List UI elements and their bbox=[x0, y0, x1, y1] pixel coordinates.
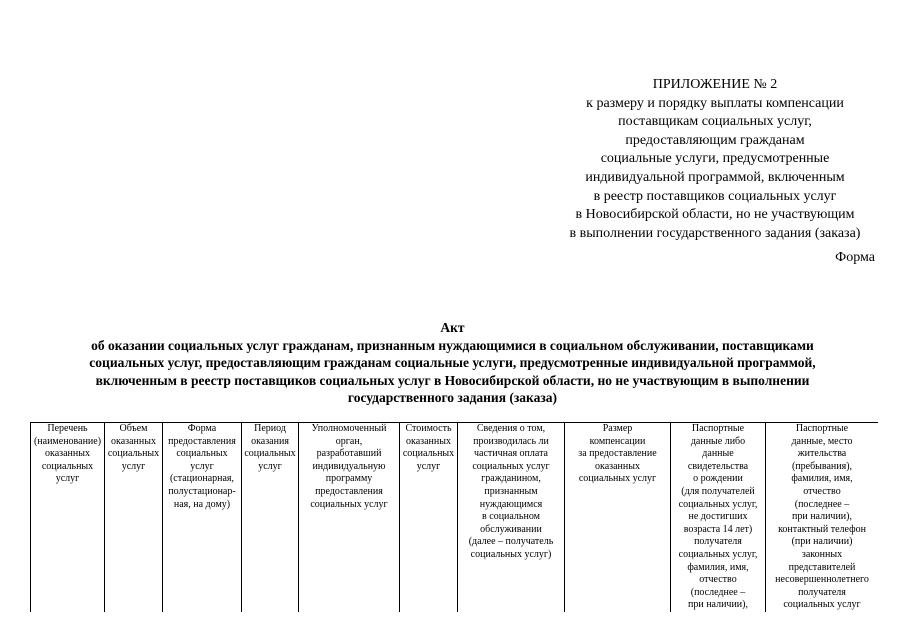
column-header bbox=[400, 423, 458, 613]
act-subtitle-line: об оказании социальных услуг гражданам, признанным нуждающимися в социальном обслуживании, поставщиками bbox=[91, 337, 814, 353]
column-header-line: частичная оплата bbox=[474, 448, 548, 460]
column-header-line: в социальном bbox=[482, 511, 540, 523]
table-header-row bbox=[31, 423, 879, 613]
column-header-line: признанным bbox=[484, 485, 538, 497]
column-header bbox=[565, 423, 671, 613]
appendix-line: ПРИЛОЖЕНИЕ № 2 bbox=[652, 77, 778, 92]
column-header-line: гражданином, bbox=[481, 473, 541, 485]
column-header bbox=[31, 423, 105, 613]
appendix-header bbox=[545, 76, 885, 243]
column-header-line: социальных bbox=[176, 448, 228, 460]
column-header bbox=[105, 423, 163, 613]
column-header-line: (при наличии) bbox=[791, 536, 853, 548]
column-header bbox=[671, 423, 766, 613]
column-header-line: социальных bbox=[402, 448, 455, 460]
column-header-line: жительства bbox=[797, 448, 847, 460]
act-subtitle-line: государственного задания (заказа) bbox=[347, 390, 558, 405]
column-header-line: Перечень bbox=[47, 423, 88, 434]
act-table-wrapper bbox=[30, 422, 878, 612]
column-header-line: социальных услуг bbox=[310, 498, 388, 510]
appendix-line: индивидуальной программой, включенным bbox=[585, 169, 845, 185]
column-header-line: свидетельства bbox=[687, 460, 749, 472]
act-heading: Акт bbox=[440, 320, 465, 335]
column-header-line: Форма bbox=[187, 423, 217, 434]
column-header bbox=[163, 423, 242, 613]
column-header-line: услуг bbox=[121, 460, 146, 472]
column-header-line: услуг bbox=[258, 460, 282, 472]
appendix-line: предоставляющим гражданам bbox=[625, 132, 805, 148]
column-header-line: (последнее – bbox=[690, 586, 746, 598]
appendix-line: социальные услуги, предусмотренные bbox=[600, 151, 830, 167]
column-header-line: полустационар- bbox=[168, 485, 236, 497]
column-header-line: оказанных bbox=[45, 448, 90, 460]
column-header-line: ная, на дому) bbox=[173, 498, 231, 510]
column-header-line: Уполномоченный bbox=[311, 423, 387, 434]
column-header-line: (для получателей bbox=[681, 485, 755, 497]
column-header-line: фамилия, имя, bbox=[791, 473, 853, 485]
column-header-line: социальных услуг bbox=[472, 460, 550, 472]
column-header-line: данные, место bbox=[791, 435, 853, 447]
column-header-line: Размер bbox=[602, 423, 633, 434]
act-subtitle-line: социальных услуг, предоставляющим гражданам социальные услуги, предусмотренные индивидуальной программой, bbox=[89, 355, 816, 370]
column-header-line: Паспортные bbox=[795, 423, 849, 434]
appendix-line: в реестр поставщиков социальных услуг bbox=[593, 188, 837, 204]
column-header-line: Стоимость bbox=[405, 423, 452, 434]
column-header-line: социальных bbox=[244, 448, 296, 460]
column-header-line: социальных услуг, bbox=[678, 548, 758, 560]
column-header-line: законных bbox=[801, 548, 843, 560]
column-header-line: оказанных bbox=[111, 435, 156, 447]
column-header-line: данные либо bbox=[690, 435, 746, 447]
form-label: Форма bbox=[835, 250, 875, 265]
column-header-line: при наличии), bbox=[688, 599, 748, 611]
column-header-line: Сведения о том, bbox=[476, 423, 546, 434]
column-header-line: Паспортные bbox=[691, 423, 745, 434]
column-header-line: не достигших bbox=[688, 511, 748, 523]
column-header-line: фамилия, имя, bbox=[687, 561, 749, 573]
column-header bbox=[242, 423, 299, 613]
column-header bbox=[766, 423, 879, 613]
column-header-line: о рождении bbox=[693, 473, 743, 485]
column-header-line: программу bbox=[325, 473, 373, 485]
act-title bbox=[20, 319, 885, 407]
column-header-line: (наименование) bbox=[33, 435, 102, 447]
column-header-line: оказанных bbox=[595, 460, 640, 472]
column-header-line: Период bbox=[254, 423, 286, 434]
column-header-line: (далее – получатель bbox=[468, 536, 554, 548]
column-header-line: социальных услуг bbox=[783, 599, 861, 611]
column-header bbox=[299, 423, 400, 613]
column-header-line: несовершеннолетнего bbox=[775, 574, 869, 586]
column-header-line: компенсации bbox=[589, 435, 646, 447]
column-header-line: за предоставление bbox=[578, 448, 657, 460]
column-header-line: получателя bbox=[694, 536, 742, 548]
column-header bbox=[458, 423, 565, 613]
column-header-line: отчество bbox=[699, 574, 737, 586]
act-subtitle-line: включенным в реестр поставщиков социальных услуг в Новосибирской области, но не участвующим в выполнении bbox=[95, 372, 810, 388]
appendix-line: в Новосибирской области, но не участвующим bbox=[575, 207, 855, 223]
column-header-line: индивидуальную bbox=[312, 460, 386, 472]
column-header-line: отчество bbox=[803, 485, 841, 497]
column-header-line: получателя bbox=[798, 586, 846, 598]
column-header-line: социальных услуг bbox=[578, 473, 657, 485]
column-header-line: предоставления bbox=[168, 435, 236, 447]
column-header-line: услуг bbox=[416, 460, 441, 472]
column-header-line: предоставления bbox=[315, 485, 383, 497]
appendix-line: в выполнении государственного задания (заказа) bbox=[569, 225, 861, 241]
column-header-line: данные bbox=[702, 448, 734, 460]
column-header-line: социальных bbox=[107, 448, 160, 460]
appendix-line: к размеру и порядку выплаты компенсации bbox=[586, 95, 844, 111]
column-header-line: Объем bbox=[119, 423, 148, 434]
column-header-line: оказанных bbox=[406, 435, 451, 447]
column-header-line: контактный телефон bbox=[778, 523, 866, 535]
appendix-line: поставщикам социальных услуг, bbox=[618, 114, 812, 130]
column-header-line: при наличии), bbox=[792, 511, 852, 523]
column-header-line: (стационарная, bbox=[169, 473, 235, 485]
column-header-line: социальных услуг, bbox=[678, 498, 758, 510]
column-header-line: социальных услуг) bbox=[470, 548, 552, 560]
column-header-line: услуг bbox=[190, 460, 214, 472]
column-header-line: орган, bbox=[335, 435, 363, 447]
column-header-line: социальных bbox=[41, 460, 94, 472]
column-header-line: услуг bbox=[55, 473, 80, 485]
column-header-line: производилась ли bbox=[473, 435, 549, 447]
column-header-line: (пребывания), bbox=[791, 460, 853, 472]
column-header-line: нуждающимся bbox=[479, 498, 543, 510]
column-header-line: (последнее – bbox=[794, 498, 850, 510]
act-table bbox=[30, 422, 878, 612]
column-header-line: обслуживании bbox=[480, 523, 542, 535]
column-header-line: оказания bbox=[251, 435, 289, 447]
column-header-line: представителей bbox=[788, 561, 856, 573]
column-header-line: разработавший bbox=[316, 448, 382, 460]
column-header-line: возраста 14 лет) bbox=[683, 523, 753, 535]
